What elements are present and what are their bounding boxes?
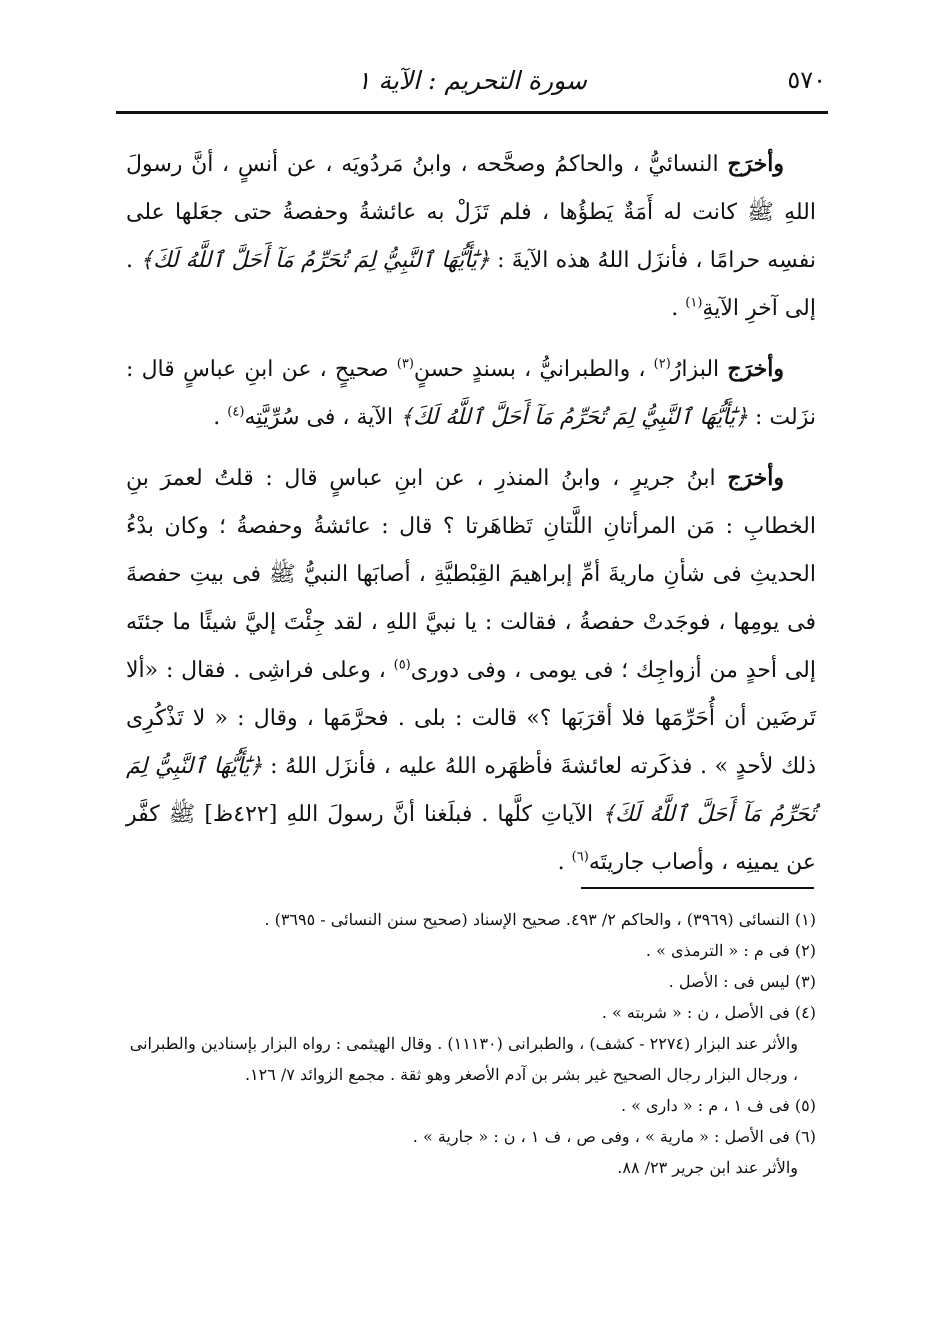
paragraph-lead: وأخرَج — [727, 151, 785, 177]
page-header — [118, 62, 826, 102]
paragraph-text: البزارُ — [670, 357, 728, 382]
footnote-ref: (٥) — [393, 657, 411, 673]
footnote-ref: (٣) — [396, 356, 414, 372]
quran-verse: ﴿يَٰٓأَيُّهَا ٱلنَّبِيُّ لِمَ تُحَرِّمُ مَآ أَحَلَّ ٱللَّهُ لَكَ﴾ — [400, 405, 749, 430]
footnote-3: (٣) ليس فى : الأصل . — [668, 972, 816, 991]
quran-verse: ﴿يَٰٓأَيُّهَا ٱلنَّبِيُّ لِمَ تُحَرِّمُ مَآ أَحَلَّ ٱللَّهُ لَكَ﴾ — [126, 754, 816, 827]
paragraph-end: . — [557, 850, 572, 875]
footnote-2: (٢) فى م : « الترمذى » . — [645, 941, 816, 960]
main-text — [126, 140, 816, 899]
paragraph-text: الآياتِ كلَّها . فبلَغنا أنَّ رسولَ اللهِ [٤٢٢ظ] ﷺ كفَّر عن يمينِه ، وأصاب جاريتَه — [126, 802, 816, 875]
paragraph-text: صحيحٍ ، عن ابنِ عباسٍ قال : نزَلت : — [126, 357, 816, 430]
paragraph-end: . — [671, 296, 686, 321]
paragraph-text: ، والطبرانيُّ ، بسندٍ حسنٍ — [413, 357, 654, 382]
footnote-ref: (٦) — [571, 849, 589, 865]
footnote-ref: (٤) — [227, 404, 245, 420]
footnote-6-note: والأثر عند ابن جرير ٢٣/ ٨٨. — [617, 1158, 798, 1177]
footnote-ref: (١) — [685, 295, 703, 311]
paragraph-text: ابنُ جريرٍ ، وابنُ المنذرِ ، عن ابنِ عباسٍ قال : قلتُ لعمرَ بنِ الخطابِ : مَن المرأتانِ اللَّتانِ تَظاهَرتا ؟ قال : عائشةُ وحفصةُ ؛ وكان بدْءُ الحديثِ فى شأنِ ماريةَ أمِّ إبراهيمَ القِبْطيَّةِ ، أصابَها النبيُّ ﷺ فى بيتِ حفصةَ فى يومِها ، فوجَدتْ حفصةُ ، فقالت : يا نبيَّ اللهِ ، لقد جِئْتَ إليَّ شيئًا ما جئتَه إلى أحدٍ من أزواجِك ؛ فى يومى ، وفى دورى — [126, 466, 816, 683]
paragraph-2 — [126, 345, 816, 442]
footnote-ref: (٢) — [653, 356, 671, 372]
quran-verse: ﴿يَٰٓأَيُّهَا ٱلنَّبِيُّ لِمَ تُحَرِّمُ مَآ أَحَلَّ ٱللَّهُ لَكَ﴾ — [140, 248, 490, 273]
footnote-4-note: والأثر عند البزار (٢٢٧٤ - كشف) ، والطبرانى (١١١٣٠) . وقال الهيثمى : رواه البزار بإسنادين والطبرانى ، ورجال البزار رجال الصحيح غير بشر بن آدم الأصغر وهو ثقة . مجمع الزوائد ٧/ ١٢٦. — [129, 1034, 798, 1084]
paragraph-3 — [126, 454, 816, 887]
footnotes — [126, 904, 816, 1183]
paragraph-text: الآية ، فى سُرِّيَّتِه — [244, 405, 401, 430]
paragraph-text: ، وعلى فراشِى . فقال : «ألا تَرضَين أن أُحَرِّمَها فلا أقرَبَها ؟» قالت : بلى . فحرَّمَها ، وقال : « لا تَذْكُرِى ذلك لأحدٍ » . فذكَرته لعائشةَ فأظهَره اللهُ عليه ، فأنزَل اللهُ : — [126, 658, 816, 779]
running-title: سورة التحريم : الآية ١ — [357, 66, 587, 95]
page-number: ٥٧٠ — [787, 66, 826, 94]
footnote-5: (٥) فى ف ١ ، م : « دارى » . — [620, 1096, 816, 1115]
paragraph-lead: وأخرَج — [727, 356, 784, 382]
paragraph-end: . — [213, 405, 228, 430]
footnote-rule — [581, 887, 814, 889]
footnote-1: (١) النسائى (٣٩٦٩) ، والحاكم ٢/ ٤٩٣. صحيح الإسناد (صحيح سنن النسائى - ٣٦٩٥) . — [264, 910, 816, 929]
header-rule — [116, 111, 828, 114]
paragraph-lead: وأخرَج — [727, 465, 784, 491]
footnote-6: (٦) فى الأصل : « مارية » ، وفى ص ، ف ١ ، ن : « جارية » . — [412, 1127, 816, 1146]
paragraph-text: النسائيُّ ، والحاكمُ وصحَّحه ، وابنُ مَردُويَه ، عن أنسٍ ، أنَّ رسولَ اللهِ ﷺ كانت له أَمَةٌ يَطؤُها ، فلم تَزَلْ به عائشةُ وحفصةُ حتى جعَلها على نفسِه حرامًا ، فأنزَل اللهُ هذه الآيةَ : — [126, 152, 816, 273]
paragraph-text: . إلى آخرِ الآيةِ — [126, 248, 816, 321]
footnote-4: (٤) فى الأصل ، ن : « شربته » . — [601, 1003, 816, 1022]
paragraph-1 — [126, 140, 816, 333]
